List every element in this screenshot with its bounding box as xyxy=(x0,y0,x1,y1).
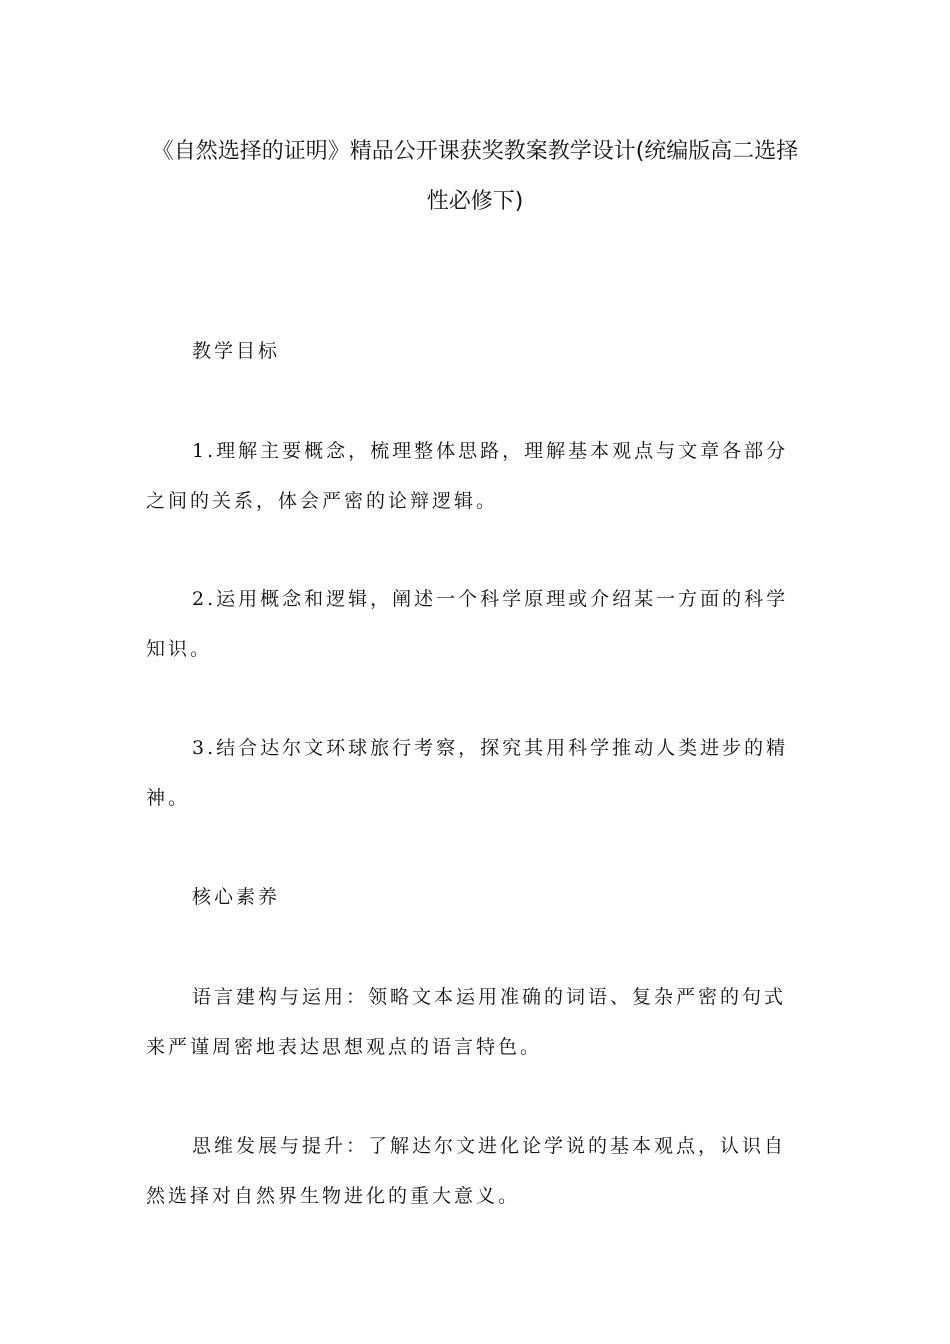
literacy-paragraph-2 xyxy=(146,1121,806,1221)
paragraph-line: 思维发展与提升：了解达尔文进化论学说的基本观点，认识自 xyxy=(192,1135,787,1157)
paragraph-line: 之间的关系，体会严密的论辩逻辑。 xyxy=(146,490,499,512)
section-heading-core-literacy xyxy=(146,872,806,922)
section-heading: 教学目标 xyxy=(192,340,281,362)
title-line: 性必修下) xyxy=(426,189,524,214)
paragraph-line: 2.运用概念和逻辑，阐述一个科学原理或介绍某一方面的科学 xyxy=(192,588,789,610)
section-heading: 核心素养 xyxy=(192,886,281,908)
paragraph-line: 语言建构与运用：领略文本运用准确的词语、复杂严密的句式 xyxy=(192,986,787,1008)
goal-paragraph-2 xyxy=(146,574,806,674)
paragraph-line: 来严谨周密地表达思想观点的语言特色。 xyxy=(146,1036,543,1058)
paragraph-line: 神。 xyxy=(146,787,191,809)
paragraph-line: 知识。 xyxy=(146,638,213,660)
section-heading-teaching-goals xyxy=(146,326,806,376)
paragraph-line: 3.结合达尔文环球旅行考察，探究其用科学推动人类进步的精 xyxy=(192,737,789,759)
goal-paragraph-3 xyxy=(146,723,806,823)
paragraph-line: 1.理解主要概念，梳理整体思路，理解基本观点与文章各部分 xyxy=(192,440,789,462)
goal-paragraph-1 xyxy=(146,426,806,526)
paragraph-line: 然选择对自然界生物进化的重大意义。 xyxy=(146,1185,521,1207)
document-title xyxy=(120,127,830,227)
literacy-paragraph-1 xyxy=(146,972,806,1072)
title-line: 《自然选择的证明》精品公开课获奖教案教学设计(统编版高二选择 xyxy=(151,139,799,164)
